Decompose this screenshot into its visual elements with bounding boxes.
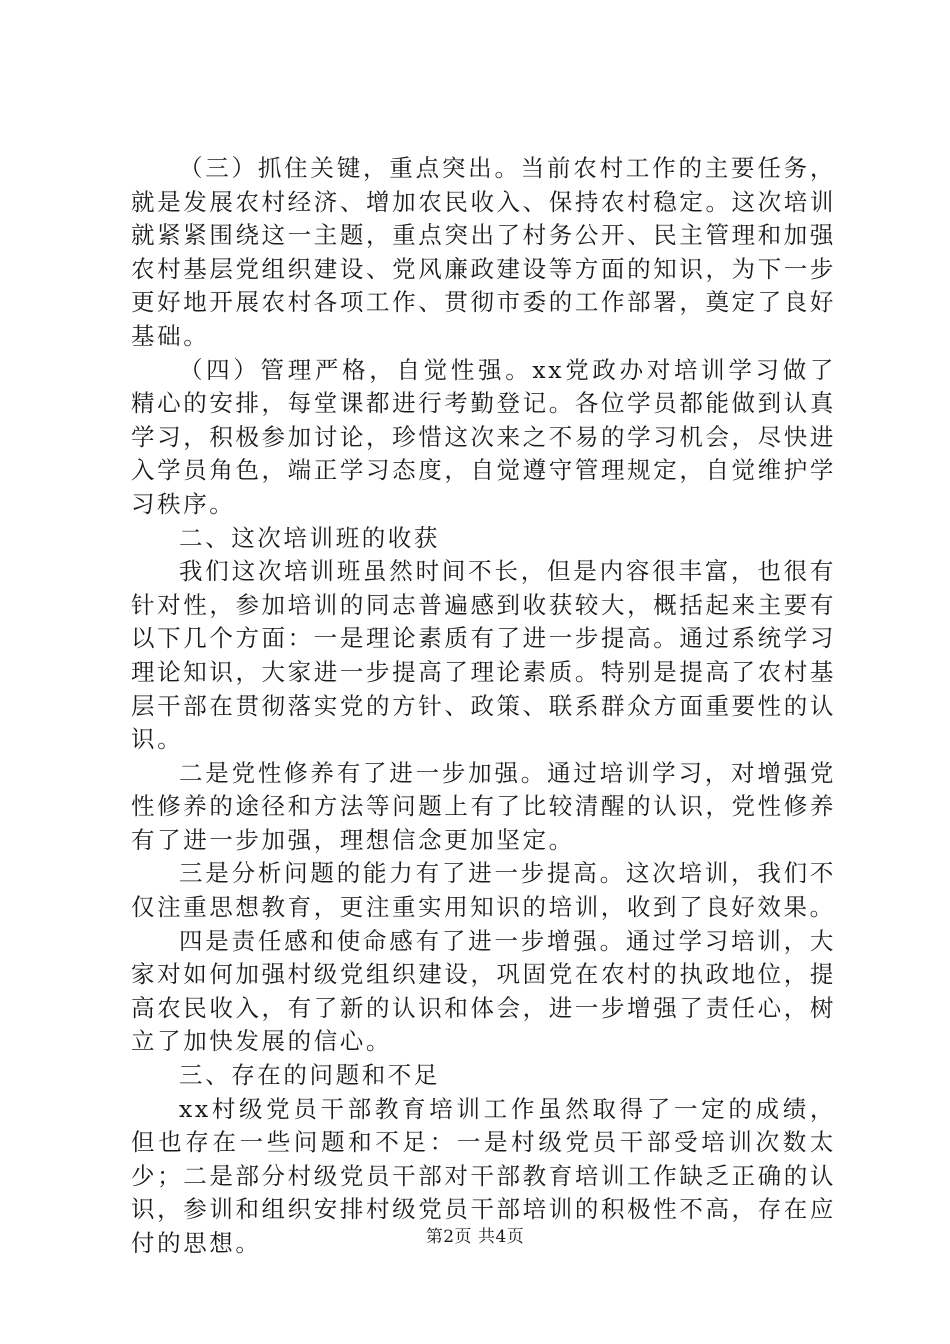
paragraph-problems: xx村级党员干部教育培训工作虽然取得了一定的成绩，但也存在一些问题和不足：一是村级党员干部受培训次数太少；二是部分村级党员干部对干部教育培训工作缺乏正确的认识，参训和组织安排村级党员干部培训的积极性不高，存在应付的思想。 bbox=[131, 1094, 836, 1257]
paragraph-party-spirit: 二是党性修养有了进一步加强。通过培训学习，对增强党性修养的途径和方法等问题上有了比较清醒的认识，党性修养有了进一步加强，理想信念更加坚定。 bbox=[131, 758, 836, 854]
section-heading-gains: 二、这次培训班的收获 bbox=[179, 523, 440, 552]
paragraph-strict-management: （四）管理严格，自觉性强。xx党政办对培训学习做了精心的安排，每堂课都进行考勤登记。各位学员都能做到认真学习，积极参加讨论，珍惜这次来之不易的学习机会，尽快进入学员角色，端正学习态度，自觉遵守管理规定，自觉维护学习秩序。 bbox=[131, 355, 836, 518]
paragraph-responsibility: 四是责任感和使命感有了进一步增强。通过学习培训，大家对如何加强村级党组织建设，巩固党在农村的执政地位，提高农民收入，有了新的认识和体会，进一步增强了责任心，树立了加快发展的信心。 bbox=[131, 926, 836, 1056]
document-body bbox=[131, 152, 836, 1261]
paragraph-gains-overview: 我们这次培训班虽然时间不长，但是内容很丰富，也很有针对性，参加培训的同志普遍感到收获较大，概括起来主要有以下几个方面：一是理论素质有了进一步提高。通过系统学习理论知识，大家进一步提高了理论素质。特别是提高了农村基层干部在贯彻落实党的方针、政策、联系群众方面重要性的认识。 bbox=[131, 557, 836, 754]
paragraph-analysis-ability: 三是分析问题的能力有了进一步提高。这次培训，我们不仅注重思想教育，更注重实用知识的培训，收到了良好效果。 bbox=[131, 859, 836, 922]
section-heading-problems: 三、存在的问题和不足 bbox=[179, 1061, 440, 1090]
paragraph-key-focus: （三）抓住关键，重点突出。当前农村工作的主要任务，就是发展农村经济、增加农民收入、保持农村稳定。这次培训就紧紧围绕这一主题，重点突出了村务公开、民主管理和加强农村基层党组织建设、党风廉政建设等方面的知识，为下一步更好地开展农村各项工作、贯彻市委的工作部署，奠定了良好基础。 bbox=[131, 154, 836, 350]
page-number: 第2页 共4页 bbox=[425, 1227, 525, 1247]
page-footer bbox=[0, 1222, 950, 1247]
